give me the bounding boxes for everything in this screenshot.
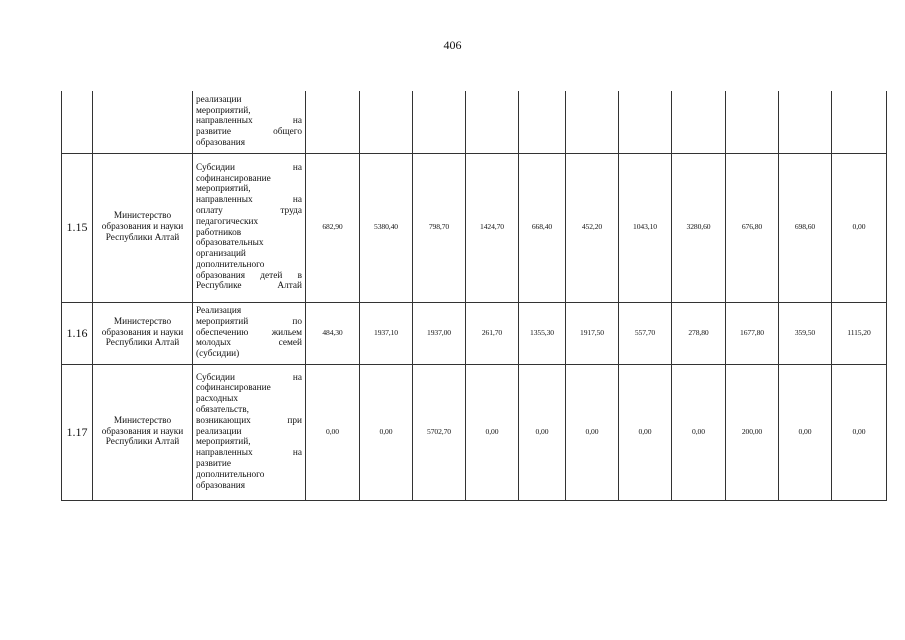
ministry-cell: Министерство образования и науки Республики Алтай xyxy=(93,364,193,500)
row-number: 1.17 xyxy=(62,364,93,500)
value-cell xyxy=(619,91,672,153)
value-cell: 0,00 xyxy=(619,364,672,500)
value-cell: 668,40 xyxy=(519,153,566,302)
value-cell: 1937,10 xyxy=(360,302,413,364)
budget-table xyxy=(61,91,887,501)
description-line: дополнительного xyxy=(196,259,265,270)
value-cell xyxy=(832,91,887,153)
value-cell: 0,00 xyxy=(779,364,832,500)
description-line: образовательных xyxy=(196,238,264,249)
description-line: работников xyxy=(196,227,242,238)
value-cell: 1115,20 xyxy=(832,302,887,364)
description-line: образования xyxy=(196,137,246,148)
value-cell: 0,00 xyxy=(832,153,887,302)
description-line: мероприятий, xyxy=(196,437,251,448)
value-cell: 1917,50 xyxy=(566,302,619,364)
description-line: направленных на xyxy=(196,195,302,206)
description-line: организаций xyxy=(196,249,246,260)
description-line: мероприятий, xyxy=(196,105,251,116)
description-line: расходных xyxy=(196,394,239,405)
description-line: Субсидии на xyxy=(196,372,302,383)
description-line: реализации xyxy=(196,94,242,105)
description-line: молодых семей xyxy=(196,338,302,349)
description-line: оплату труда xyxy=(196,205,302,216)
description-line: софинансирование xyxy=(196,173,271,184)
description-line: мероприятий, xyxy=(196,184,251,195)
value-cell: 452,20 xyxy=(566,153,619,302)
description-line: направленных на xyxy=(196,448,302,459)
row-number xyxy=(62,91,93,153)
value-cell: 0,00 xyxy=(306,364,360,500)
description-line: Субсидии на xyxy=(196,162,302,173)
value-cell: 359,50 xyxy=(779,302,832,364)
description-line: (субсидии) xyxy=(196,349,240,360)
value-cell: 1424,70 xyxy=(466,153,519,302)
description-cell xyxy=(193,364,306,500)
value-cell xyxy=(672,91,726,153)
description-line: педагогических xyxy=(196,216,259,227)
page-number: 406 xyxy=(443,38,462,52)
value-cell: 278,80 xyxy=(672,302,726,364)
description-line: Реализация xyxy=(196,306,242,316)
row-number: 1.15 xyxy=(62,153,93,302)
value-cell: 3280,60 xyxy=(672,153,726,302)
table-body xyxy=(62,91,887,500)
value-cell: 200,00 xyxy=(726,364,779,500)
value-cell: 0,00 xyxy=(466,364,519,500)
description-line: софинансирование xyxy=(196,383,271,394)
value-cell: 698,60 xyxy=(779,153,832,302)
description-cell xyxy=(193,302,306,364)
value-cell xyxy=(466,91,519,153)
description-line: направленных на xyxy=(196,116,302,127)
description-cell xyxy=(193,153,306,302)
value-cell xyxy=(566,91,619,153)
value-cell: 557,70 xyxy=(619,302,672,364)
value-cell: 0,00 xyxy=(832,364,887,500)
description-line: мероприятий по xyxy=(196,316,302,327)
value-cell xyxy=(726,91,779,153)
description-line: обязательств, xyxy=(196,405,249,415)
description-line: обеспечению жильем xyxy=(196,327,302,338)
value-cell: 261,70 xyxy=(466,302,519,364)
value-cell xyxy=(413,91,466,153)
description-line: развитие общего xyxy=(196,127,302,138)
value-cell: 1355,30 xyxy=(519,302,566,364)
value-cell: 0,00 xyxy=(566,364,619,500)
value-cell: 0,00 xyxy=(672,364,726,500)
value-cell: 676,80 xyxy=(726,153,779,302)
value-cell: 1937,00 xyxy=(413,302,466,364)
table-row xyxy=(62,153,887,302)
value-cell: 0,00 xyxy=(360,364,413,500)
value-cell: 484,30 xyxy=(306,302,360,364)
description-line: возникающих при xyxy=(196,415,302,426)
value-cell: 798,70 xyxy=(413,153,466,302)
value-cell xyxy=(360,91,413,153)
value-cell: 5702,70 xyxy=(413,364,466,500)
description-line: развитие xyxy=(196,458,231,469)
table-row xyxy=(62,364,887,500)
value-cell: 1043,10 xyxy=(619,153,672,302)
row-number: 1.16 xyxy=(62,302,93,364)
table-row xyxy=(62,91,887,153)
ministry-cell xyxy=(93,91,193,153)
ministry-cell: Министерство образования и науки Республики Алтай xyxy=(93,302,193,364)
value-cell: 0,00 xyxy=(519,364,566,500)
value-cell xyxy=(519,91,566,153)
description-cell xyxy=(193,91,306,153)
value-cell: 682,90 xyxy=(306,153,360,302)
description-line: Республике Алтай xyxy=(196,281,302,292)
description-line: дополнительного xyxy=(196,469,265,480)
ministry-cell: Министерство образования и науки Республики Алтай xyxy=(93,153,193,302)
description-line: образования xyxy=(196,480,246,491)
value-cell xyxy=(306,91,360,153)
description-line: образования детей в xyxy=(196,270,302,281)
value-cell: 1677,80 xyxy=(726,302,779,364)
value-cell xyxy=(779,91,832,153)
table-row xyxy=(62,302,887,364)
description-line: реализации xyxy=(196,426,242,437)
value-cell: 5380,40 xyxy=(360,153,413,302)
